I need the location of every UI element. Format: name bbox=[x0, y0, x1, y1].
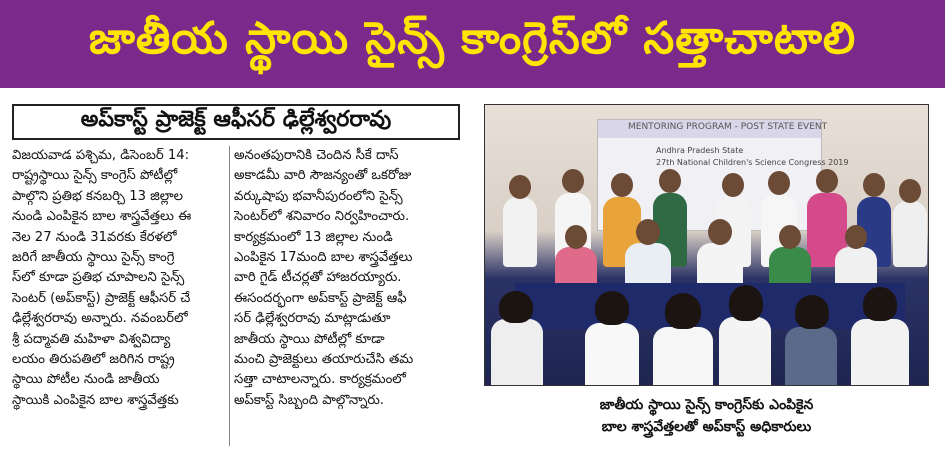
text-line: అనంతపురానికి చెందిన సీకే దాస్ bbox=[234, 148, 399, 163]
text-line: ఈసందర్భంగా అప్‌కాస్ట్ ప్రాజెక్ట్ ఆఫీ bbox=[234, 290, 407, 306]
caption-line: జాతీయ స్థాయి సైన్స్ కాంగ్రెస్‌కు ఎంపికైన bbox=[599, 397, 814, 413]
text-line: అకాడమీ వారి సౌజన్యంతో ఒకరోజు bbox=[234, 168, 412, 184]
person-figure bbox=[851, 319, 909, 386]
text-line: శ్రీ పద్మావతి మహిళా విశ్వవిద్యా bbox=[12, 331, 171, 347]
person-figure bbox=[719, 317, 771, 386]
text-line: జాతీయ స్థాయి పోటీల్లో కూడా bbox=[234, 331, 385, 347]
person-head bbox=[779, 225, 801, 249]
person-figure bbox=[503, 197, 537, 267]
subheadline-box bbox=[12, 104, 460, 140]
person-figure bbox=[785, 327, 837, 386]
photo-banner-line: 27th National Children's Science Congress 2019 bbox=[656, 158, 849, 167]
person-head bbox=[565, 225, 587, 249]
headline-banner bbox=[0, 0, 945, 88]
person-head bbox=[863, 287, 897, 321]
text-line: స్‌లో కూడా ప్రతిభ చూపాలని సైన్స్ bbox=[12, 270, 185, 286]
text-line: కార్యక్రమంలో 13 జిల్లాల నుండి bbox=[234, 229, 393, 245]
text-line: స్థాయికి ఎంపికైన బాల శాస్త్రవేత్తకు bbox=[12, 392, 179, 408]
subheadline: అప్‌కాస్ట్ ప్రాజెక్ట్ ఆఫీసర్ ఢిల్లేశ్వరరావు bbox=[80, 107, 392, 132]
text-line: అప్‌కాస్ట్ సిబ్బంది పాల్గొన్నారు. bbox=[234, 392, 385, 408]
text-line: వర్కుషాపు భవానీపురంలోని సైన్స్ bbox=[234, 188, 403, 204]
headline: జాతీయ స్థాయి సైన్స్ కాంగ్రెస్‌లో సత్తాచాటాలి bbox=[88, 13, 857, 64]
text-line: సెంటర్ (అప్‌కాస్ట్) ప్రాజెక్ట్ ఆఫీసర్ చే bbox=[12, 290, 191, 306]
person-head bbox=[665, 293, 701, 329]
text-line: ఎంపికైన 17మంది బాల శాస్త్రవేత్తలు bbox=[234, 250, 413, 266]
text-line: సత్తా చాటాలన్నారు. కార్యక్రమంలో bbox=[234, 372, 406, 388]
person-figure bbox=[653, 327, 713, 386]
person-head bbox=[509, 175, 531, 199]
person-head bbox=[611, 173, 633, 197]
photo-caption bbox=[484, 386, 929, 446]
text-line: లయం తిరుపతిలో జరిగిన రాష్ట్ర bbox=[12, 352, 175, 368]
photo-banner-line: Andhra Pradesh State bbox=[656, 146, 744, 155]
person-head bbox=[659, 169, 681, 193]
text-line: నుండి ఎంపికైన బాల శాస్త్రవేత్తలు ఈ bbox=[12, 209, 192, 225]
text-line: ఢిల్లేశ్వరరావు అన్నారు. నవంబర్‌లో bbox=[12, 311, 188, 327]
table-cloth bbox=[515, 283, 905, 329]
person-head bbox=[722, 173, 744, 197]
article-column-1 bbox=[12, 146, 226, 411]
article-column-2 bbox=[234, 146, 460, 411]
text-line: వారి గైడ్ టీచర్లతో హాజరయ్యారు. bbox=[234, 270, 402, 286]
person-figure bbox=[893, 201, 927, 267]
text-line: విజయవాడ పశ్చిమ, డిసెంబర్ 14: bbox=[12, 148, 190, 163]
person-head bbox=[636, 219, 660, 245]
text-line: స్థాయి పోటీల నుండి జాతీయ bbox=[12, 372, 160, 388]
text-line: మంచి ప్రాజెక్టులు తయారుచేసి తమ bbox=[234, 352, 414, 368]
person-head bbox=[863, 173, 885, 197]
person-figure bbox=[491, 319, 543, 386]
person-head bbox=[729, 285, 763, 321]
person-head bbox=[899, 179, 921, 203]
person-head bbox=[768, 171, 790, 195]
text-line: నెల 27 నుండి 31వరకు కేరళలో bbox=[12, 229, 177, 245]
person-head bbox=[562, 169, 584, 193]
person-head bbox=[795, 295, 829, 329]
person-head bbox=[595, 291, 629, 325]
person-head bbox=[499, 291, 533, 323]
column-divider bbox=[229, 146, 230, 446]
person-figure bbox=[585, 323, 639, 386]
text-line: సర్ ఢిల్లేశ్వరరావు మాట్లాడుతూ bbox=[234, 311, 391, 327]
text-line: సెంటర్‌లో శనివారం నిర్వహించారు. bbox=[234, 209, 410, 225]
caption-line: బాల శాస్త్రవేత్తలతో అప్‌కాస్ట్ అధికారులు bbox=[601, 419, 812, 435]
text-line: జరిగే జాతీయ స్థాయి సైన్స్ కాంగ్రె bbox=[12, 250, 175, 266]
text-line: పాల్గొని ప్రతిభ కనబర్చి 13 జిల్లాల bbox=[12, 188, 183, 204]
person-head bbox=[816, 169, 838, 193]
group-photo bbox=[484, 104, 929, 386]
person-head bbox=[845, 225, 867, 249]
photo-banner-title: MENTORING PROGRAM - POST STATE EVENT bbox=[628, 122, 828, 132]
text-line: రాష్ట్రస్థాయి సైన్స్ కాంగ్రెస్ పోటీల్లో bbox=[12, 168, 178, 184]
person-head bbox=[708, 219, 732, 245]
